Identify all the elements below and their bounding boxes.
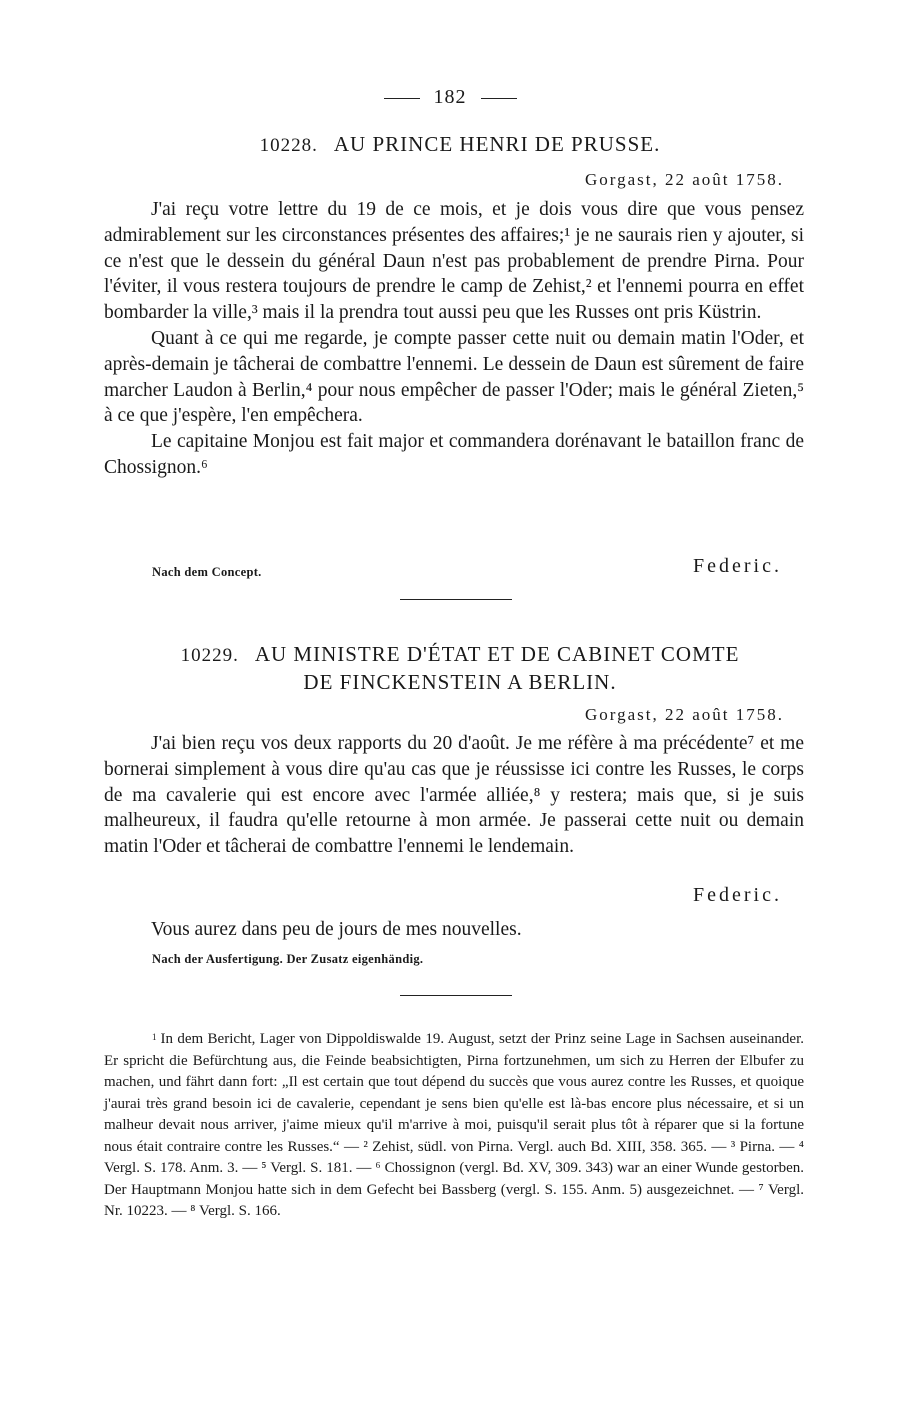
page-number-text: 182: [433, 86, 467, 108]
letter-2-heading: [100, 641, 820, 696]
page-number-left-dash: [384, 98, 420, 99]
letter-1-paragraph: Le capitaine Monjou est fait major et commandera dorénavant le bataillon franc de Chossignon.⁶: [104, 431, 804, 478]
letter-1-source: Nach dem Concept.: [152, 565, 262, 579]
letter-1-body: [104, 197, 804, 481]
letter-2-heading-line-1: [100, 641, 820, 669]
letter-2-body: [104, 731, 804, 860]
letter-2-title-line-1: AU MINISTRE D'ÉTAT ET DE CABINET COMTE: [254, 642, 740, 666]
letter-2-dateline: Gorgast, 22 août 1758.: [584, 705, 784, 724]
letter-2-signature: Federic.: [693, 884, 782, 906]
page-number-right-dash: [481, 98, 517, 99]
footnote-divider: [400, 995, 512, 996]
letter-2-source: Nach der Ausfertigung. Der Zusatz eigenhändig.: [152, 952, 424, 966]
letter-1-heading: [100, 131, 820, 159]
letter-2-number: 10229.: [180, 645, 239, 666]
footnote-item: [104, 1027, 804, 1223]
letter-1-paragraph: Quant à ce qui me regarde, je compte passer cette nuit ou demain matin l'Oder, et après-demain je tâcherai de combattre l'ennemi. Le dessein de Daun est sûrement de faire marcher Laudon à Berlin,⁴ pour nous empêcher de passer l'Oder; mais le général Zieten,⁵ à ce que j'espère, l'en empêchera.: [104, 327, 804, 427]
letter-1-dateline: Gorgast, 22 août 1758.: [584, 170, 784, 189]
letter-1-title: AU PRINCE HENRI DE PRUSSE.: [333, 132, 661, 156]
letter-2-postscript-block: [104, 917, 804, 943]
letter-2-paragraph: J'ai bien reçu vos deux rapports du 20 d'août. Je me réfère à ma précédente⁷ et me bornerai simplement à vous dire qu'au cas que je réussisse ici contre les Russes, le corps de ma cavalerie qui est encore avec l'armée alliée,⁸ y restera; mais que, si je suis malheureux, il faudra qu'elle retourne à mon armée. Je passerai cette nuit ou demain matin l'Oder et tâcherai de combattre l'ennemi le lendemain.: [104, 733, 804, 858]
letter-2-title-line-2: DE FINCKENSTEIN A BERLIN.: [303, 670, 617, 694]
footnote-mark: 1: [152, 1032, 157, 1042]
footnote-text: In dem Bericht, Lager von Dippoldiswalde 19. August, setzt der Prinz seine Lage in Sachsen auseinander. Er spricht die Befürchtung aus, die Feinde beabsichtigten, Pirna fortzunehmen, um sich zu Herren der Elbufer zu machen, und fährt dann fort: „Il est certain que tout dépend du succès que vous aurez contre les Russes, et quoique j'aurai très grand besoin ici de cavalerie, cependant je sens bien qu'elle est là-bas encore plus nécessaire, et si un malheur devait nous arriver, j'aime mieux qu'il m'arrive à moi, puisqu'il serait plus tôt à réparer que si la fortune nous était contraire contre les Russes.“ — ² Zehist, südl. von Pirna. Vergl. auch Bd. XIII, 358. 365. — ³ Pirna. — ⁴ Vergl. S. 178. Anm. 3. — ⁵ Vergl. S. 181. — ⁶ Chossignon (vergl. Bd. XV, 309. 343) war an einer Wunde gestorben. Der Hauptmann Monjou hatte sich in dem Gefecht bei Bassberg (vergl. S. 155. Anm. 5) ausgezeichnet. — ⁷ Vergl. Nr. 10223. — ⁸ Vergl. S. 166.: [104, 1031, 804, 1219]
letter-1-number: 10228.: [259, 135, 318, 156]
section-divider: [400, 599, 512, 600]
page-number: [0, 86, 900, 109]
letter-1-paragraph: J'ai reçu votre lettre du 19 de ce mois, et je dois vous dire que vous pensez admirablement sur les circonstances présentes des affaires;¹ je ne saurais rien y ajouter, si ce n'est que le dessein du général Daun n'est pas probablement de prendre Pirna. Pour l'éviter, il vous restera toujours de prendre le camp de Zehist,² et l'ennemi pourra en effet bombarder la ville,³ mais il la prendra tout aussi peu que les Russes ont pris Küstrin.: [104, 199, 804, 324]
letter-2-postscript: Vous aurez dans peu de jours de mes nouvelles.: [151, 919, 522, 940]
letter-1-signature: Federic.: [693, 555, 782, 577]
footnotes: [104, 1027, 804, 1223]
